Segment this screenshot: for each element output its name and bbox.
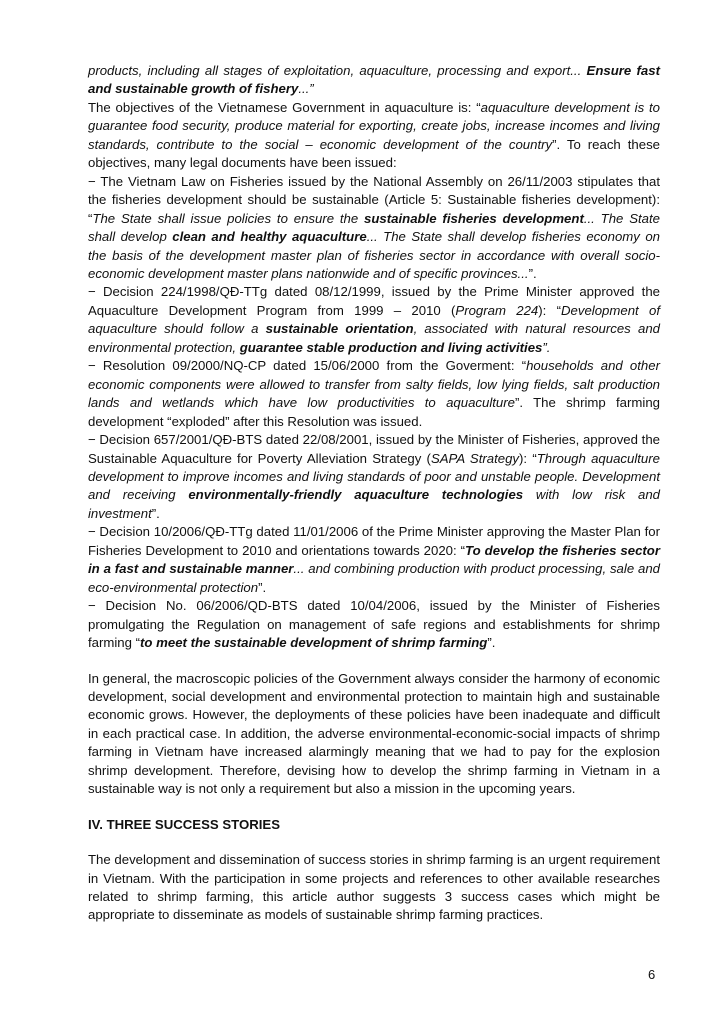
paragraph xyxy=(88,62,660,99)
paragraph xyxy=(88,431,660,523)
text-run: with low risk and investment xyxy=(88,487,660,521)
text-run: sustainable fisheries development xyxy=(364,210,584,226)
text-run: clean and healthy aquaculture xyxy=(172,229,367,245)
text-run: − Decision 224/1998/QĐ-TTg dated 08/12/1999, issued by the Prime Minister approved the Aquaculture Development Program from 1999 – 2010 ( xyxy=(88,284,660,318)
text-run: ... and combining production with product processing, sale and eco-environmental protection xyxy=(88,561,661,595)
paragraph xyxy=(88,173,660,284)
text-run: households and other economic components were allowed to transfer from salty fields, low lying fields, salt production lands and wetlands which have low productivities to aquaculture xyxy=(88,358,660,411)
text-run: The State shall issue policies to ensure the xyxy=(92,210,365,226)
text-run: products, including all stages of exploitation, aquaculture, processing and export... xyxy=(88,63,587,78)
text-run: − Decision 10/2006/QĐ-TTg dated 11/01/2006 of the Prime Minister approving the Master Plan for Fisheries Development to 2010 and orientations towards 2020: “ xyxy=(88,524,660,558)
text-run: to meet the sustainable development of shrimp farming xyxy=(140,635,488,651)
text-run: ...” xyxy=(298,81,314,97)
paragraph xyxy=(88,523,660,597)
text-run: ): “ xyxy=(519,450,537,466)
paragraph xyxy=(88,283,660,357)
text-run: , associated with natural resources and environmental protection, xyxy=(88,321,660,355)
text-run: ”. xyxy=(151,505,160,521)
text-run: aquaculture development is to guarantee food security, produce material for exporting, create jobs, increase incomes and living standards, contribute to the social – economic development of the country xyxy=(88,99,660,152)
text-run: ”. xyxy=(542,339,551,355)
page-number: 6 xyxy=(648,967,656,982)
text-run: To develop the fisheries sector in a fast and sustainable manner xyxy=(88,542,660,577)
text-run: In general, the macroscopic policies of the Government always consider the harmony of economic development, social development and environmental protection to maintain high and sustainable economic grows. However, the deployments of these policies have been inadequate and difficult in each practical case. In addition, the adverse environmental-economic-social impacts of shrimp farming in Vietnam have increased alarmingly meaning that we had to pay for the explosion shrimp development. Therefore, devising how to develop the shrimp farming in Vietnam in a sustainable way is not only a requirement but also a mission in the upcoming years. xyxy=(88,670,660,797)
text-run: SAPA Strategy xyxy=(430,450,520,466)
text-run: ”. xyxy=(528,265,537,281)
text-run: − Resolution 09/2000/NQ-CP dated 15/06/2000 from the Goverment: “ xyxy=(88,358,527,374)
text-run: Ensure fast and sustainable growth of fishery xyxy=(88,63,660,97)
paragraph xyxy=(88,99,660,173)
text-run: − Decision No. 06/2006/QD-BTS dated 10/04/2006, issued by the Minister of Fisheries promulgating the Regulation on management of safe regions and establishments for shrimp farming “ xyxy=(88,598,660,651)
text-run: Program 224 xyxy=(455,302,539,318)
text-run: ”. To reach these objectives, many legal documents have been issued: xyxy=(88,136,660,171)
body-text xyxy=(88,62,660,799)
text-run: sustainable orientation xyxy=(265,321,414,337)
text-run: ... The State shall develop xyxy=(88,210,660,245)
text-run: − Decision 657/2001/QĐ-BTS dated 22/08/2001, issued by the Minister of Fisheries, approved the Sustainable Aquaculture for Poverty Alleviation Strategy ( xyxy=(88,432,660,466)
closing-paragraph: The development and dissemination of success stories in shrimp farming is an urgent requirement in Vietnam. With the participation in some projects and references to other available researches related to shrimp farming, this article author suggests 3 success cases which might be appropriate to disseminate as models of sustainable shrimp farming practices. xyxy=(88,852,660,923)
text-run: ... The State shall develop fisheries economy on the basis of the development master plan of fisheries sector in accordance with overall socio-economic development master plans nationwide and of specific provinces... xyxy=(88,229,660,281)
text-run: guarantee stable production and living activities xyxy=(239,339,543,355)
paragraph xyxy=(88,670,660,799)
text-run: Through aquaculture development to improve incomes and living standards of poor and unstable people. Development and receiving xyxy=(88,450,660,503)
section-heading: IV. THREE SUCCESS STORIES xyxy=(88,816,281,832)
text-run: ”. xyxy=(258,579,267,595)
text-run: ”. The shrimp farming development “exploded” after this Resolution was issued. xyxy=(88,395,660,429)
text-run: ): “ xyxy=(538,302,561,318)
text-run: environmentally-friendly aquaculture technologies xyxy=(188,487,524,503)
document-page xyxy=(88,62,660,925)
text-run: − The Vietnam Law on Fisheries issued by the National Assembly on 26/11/2003 stipulates that the fisheries development should be sustainable (Article 5: Sustainable fisheries development): “ xyxy=(88,173,660,226)
paragraph xyxy=(88,597,660,652)
text-run: The objectives of the Vietnamese Government in aquaculture is: “ xyxy=(88,99,481,115)
paragraph xyxy=(88,357,660,431)
text-run: ”. xyxy=(487,635,496,651)
text-run: Development of aquaculture should follow a xyxy=(88,302,660,337)
